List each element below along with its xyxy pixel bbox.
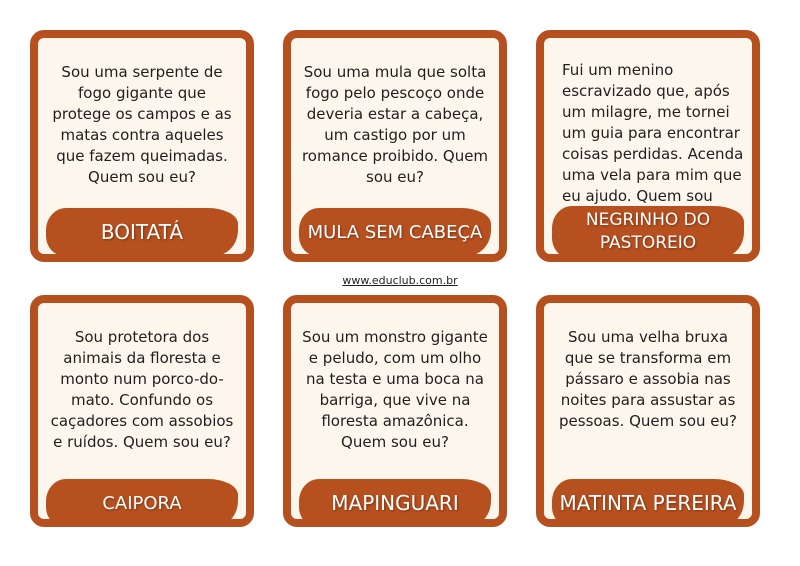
riddle-text: Fui um menino escravizado que, após um milagre, me tornei um guia para encontrar coisas perdidas. Acenda uma vela para mim que eu ajudo. Quem sou (562, 61, 744, 205)
riddle-text: Sou protetora dos animais da floresta e monto num porco-do-mato. Confundo os caçadores com assobios e ruídos. Quem sou eu? (50, 328, 234, 451)
riddle-text: Sou uma serpente de fogo gigante que protege os campos e as matas contra aqueles que fazem queimadas. Quem sou eu? (52, 63, 232, 186)
riddle-card-matinta-pereira (536, 295, 760, 527)
riddle-text: Sou uma mula que solta fogo pelo pescoço onde deveria estar a cabeça, um castigo por um romance proibido. Quem sou eu? (301, 63, 489, 186)
answer-label: NEGRINHO DO PASTOREIO (552, 206, 744, 258)
riddle-text: Sou uma velha bruxa que se transforma em pássaro e assobia nas noites para assustar as pessoas. Quem sou eu? (559, 328, 737, 430)
riddle-card-mapinguari (283, 295, 507, 527)
riddle-card-caipora (30, 295, 254, 527)
answer-label: MATINTA PEREIRA (552, 479, 744, 527)
riddle-text: Sou um monstro gigante e peludo, com um olho na testa e uma boca na barriga, que vive na floresta amazônica. Quem sou eu? (302, 328, 488, 451)
riddle-card-mula-sem-cabeca (283, 30, 507, 262)
answer-label: CAIPORA (46, 479, 238, 527)
answer-label: MULA SEM CABEÇA (299, 208, 491, 256)
answer-label: BOITATÁ (46, 208, 238, 256)
riddle-card-negrinho-do-pastoreio (536, 30, 760, 262)
answer-label: MAPINGUARI (299, 479, 491, 527)
website-link[interactable]: www.educlub.com.br (342, 274, 458, 287)
riddle-card-boitata (30, 30, 254, 262)
